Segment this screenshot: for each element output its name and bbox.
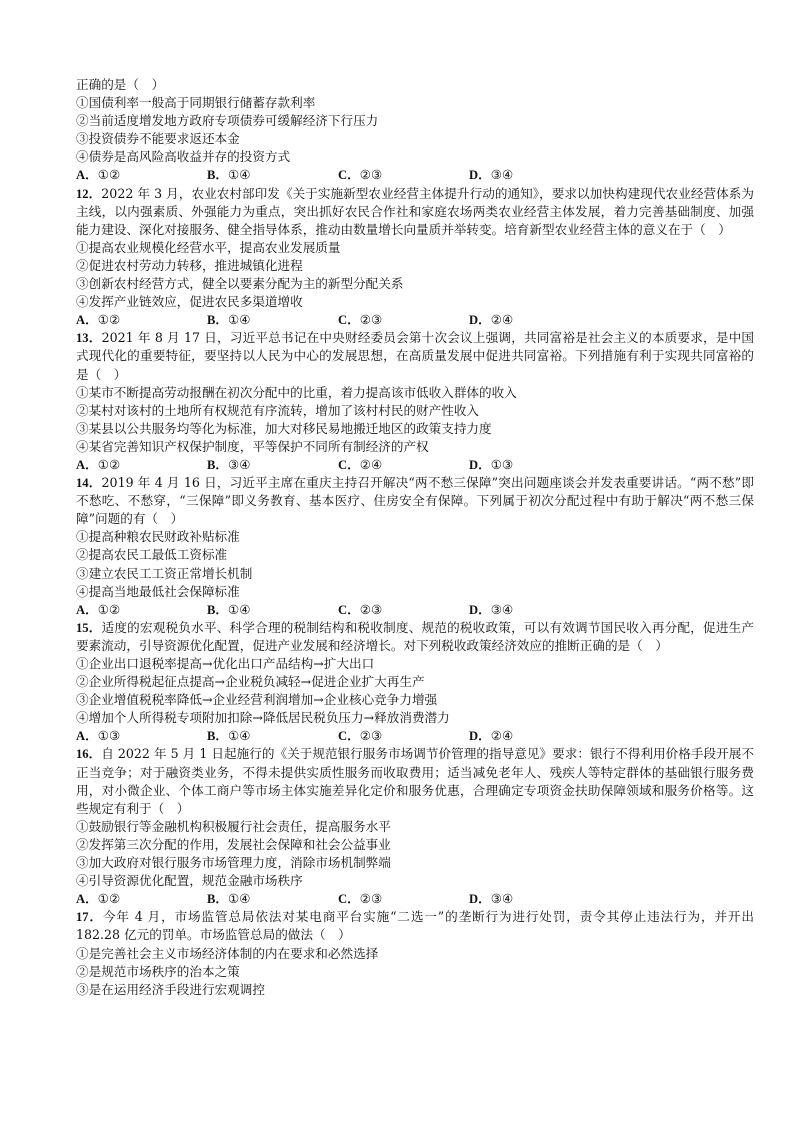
question-stem: 13．2021 年 8 月 17 日，习近平总书记在中央财经委员会第十次会议上强调，共同富裕是社会主义的本质要求，是中国式现代化的重要特征，要坚持以人民为中心的发展思想，在高质量发展中促进共同富裕。下列措施有利于实现共同富裕的是（ ） (76, 330, 755, 382)
statement-item: ④债券是高风险高收益并存的投资方式 (76, 149, 291, 165)
option-b[interactable]: B．①④ (207, 601, 251, 617)
statement-item: ③创新农村经营方式，健全以要素分配为主的新型分配关系 (76, 276, 404, 292)
statement-item: ④引导资源优化配置，规范金融市场秩序 (76, 873, 303, 889)
statement-item: ②某村对该村的土地所有权规范有序流转，增加了该村村民的财产性收入 (76, 402, 479, 418)
option-b[interactable]: B．①④ (207, 728, 251, 744)
statement-item: ②是规范市场秩序的治本之策 (76, 963, 240, 979)
statement-item: ①是完善社会主义市场经济体制的内在要求和必然选择 (76, 945, 379, 961)
question-stem: 15．适度的宏观税负水平、科学合理的税制结构和税收制度、规范的税收政策，可以有效调节国民收入再分配，促进生产要素流动，引导资源优化配置，促进产业发展和经济增长。对下列税收政策经济效应的推断正确的是（ ） (76, 619, 755, 653)
statement-item: ①提高种粮农民财政补贴标准 (76, 529, 240, 545)
statement-item: ③建立农民工工资正常增长机制 (76, 565, 253, 581)
statement-item: ①提高农业规模化经营水平，提高农业发展质量 (76, 239, 341, 255)
statement-item: ③投资债券不能要求返还本金 (76, 131, 240, 147)
statement-item: ③加大政府对银行服务市场管理力度，消除市场机制弊端 (76, 855, 391, 871)
option-c[interactable]: C．②③ (338, 891, 383, 907)
option-b[interactable]: B．①④ (207, 167, 251, 183)
option-d[interactable]: D．②④ (469, 728, 514, 744)
statement-item: ①企业出口退税率提高→优化出口产品结构→扩大出口 (76, 656, 375, 671)
answer-options (76, 456, 754, 474)
statement-item: ②当前适度增发地方政府专项债券可缓解经济下行压力 (76, 113, 379, 129)
option-b[interactable]: B．①④ (207, 891, 251, 907)
statement-item: ④提高当地最低社会保障标准 (76, 583, 240, 599)
question-12 (76, 185, 754, 330)
statement-item: ①某市不断提高劳动报酬在初次分配中的比重，着力提高该市低收入群体的收入 (76, 384, 517, 400)
statement-item: ②促进农村劳动力转移，推进城镇化进程 (76, 257, 303, 273)
question-stem: 正确的是（ ） (76, 77, 165, 92)
statement-item: ②发挥第三次分配的作用，发展社会保障和社会公益事业 (76, 836, 391, 852)
option-a[interactable]: A．①② (76, 167, 121, 183)
answer-options (76, 166, 754, 184)
statement-item: ③企业增值税税率降低→企业经营利润增加→企业核心竞争力增强 (76, 692, 438, 708)
question-17 (76, 908, 754, 998)
option-b[interactable]: B．③④ (207, 456, 251, 472)
statement-item: ④增加个人所得税专项附加扣除→降低居民税负压力→释放消费潜力 (76, 710, 450, 726)
statement-item: ④某省完善知识产权保护制度，平等保护不同所有制经济的产权 (76, 438, 429, 454)
option-a[interactable]: A．①② (76, 891, 121, 907)
question-16 (76, 745, 754, 908)
question-13 (76, 329, 754, 474)
statement-item: ②提高农民工最低工资标准 (76, 547, 228, 563)
option-d[interactable]: D．③④ (469, 891, 514, 907)
option-d[interactable]: D．①③ (469, 456, 514, 472)
option-d[interactable]: D．③④ (469, 167, 514, 183)
option-a[interactable]: A．①② (76, 601, 121, 617)
answer-options (76, 601, 754, 619)
option-c[interactable]: C．②③ (338, 312, 383, 328)
statement-item: ④发挥产业链效应，促进农民多渠道增收 (76, 294, 303, 310)
answer-options (76, 311, 754, 329)
option-a[interactable]: A．①③ (76, 728, 121, 744)
statement-item: ①鼓励银行等金融机构积极履行社会责任，提高服务水平 (76, 818, 391, 834)
option-b[interactable]: B．①④ (207, 312, 251, 328)
answer-options (76, 727, 754, 745)
option-c[interactable]: C．②④ (338, 456, 383, 472)
answer-options (76, 890, 754, 908)
question-11-tail (76, 76, 754, 185)
option-d[interactable]: D．③④ (469, 601, 514, 617)
option-c[interactable]: C．②③ (338, 728, 383, 744)
question-stem: 17．今年 4 月，市场监管总局依法对某电商平台实施“二选一”的垄断行为进行处罚，责令其停止违法行为，并开出 182.28 亿元的罚单。市场监管总局的做法（ ） (76, 909, 754, 943)
statement-item: ①国债利率一般高于同期银行储蓄存款利率 (76, 95, 316, 111)
question-14 (76, 474, 754, 619)
question-stem: 16．自 2022 年 5 月 1 日起施行的《关于规范银行服务市场调节价管理的指导意见》要求：银行不得利用价格手段开展不正当竞争；对于融资类业务，不得未提供实质性服务而收取费用；适当减免老年人、残疾人等特定群体的基础银行服务费用，对小微企业、个体工商户等市场主体实施差异化定价和服务优惠，合理确定专项资金扶助保障领域和服务价格等。这些规定有利于（ ） (76, 746, 754, 816)
option-d[interactable]: D．②④ (469, 312, 514, 328)
option-a[interactable]: A．①② (76, 456, 121, 472)
question-15 (76, 619, 754, 746)
option-c[interactable]: C．②③ (338, 167, 383, 183)
question-stem: 14．2019 年 4 月 16 日，习近平主席在重庆主持召开解决“两不愁三保障”突出问题座谈会并发表重要讲话。“两不愁”即不愁吃、不愁穿，“三保障”即义务教育、基本医疗、住房安全有保障。下列属于初次分配过程中有助于解决“两不愁三保障”问题的有（ ） (76, 475, 755, 527)
option-c[interactable]: C．②③ (338, 601, 383, 617)
option-a[interactable]: A．①② (76, 312, 121, 328)
statement-item: ②企业所得税起征点提高→企业税负减轻→促进企业扩大再生产 (76, 674, 425, 690)
statement-item: ③是在运用经济手段进行宏观调控 (76, 981, 265, 997)
statement-item: ③某县以公共服务均等化为标准，加大对移民易地搬迁地区的政策支持力度 (76, 420, 492, 436)
question-stem: 12．2022 年 3 月，农业农村部印发《关于实施新型农业经营主体提升行动的通知》，要求以加快构建现代农业经营体系为主线，以内强素质、外强能力为重点，突出抓好农民合作社和家庭农场两类农业经营主体发展，着力完善基础制度、加强能力建设、深化对接服务、健全指导体系，推动由数量增长向量质并举转变。培育新型农业经营主体的意义在于（ ） (76, 185, 755, 237)
